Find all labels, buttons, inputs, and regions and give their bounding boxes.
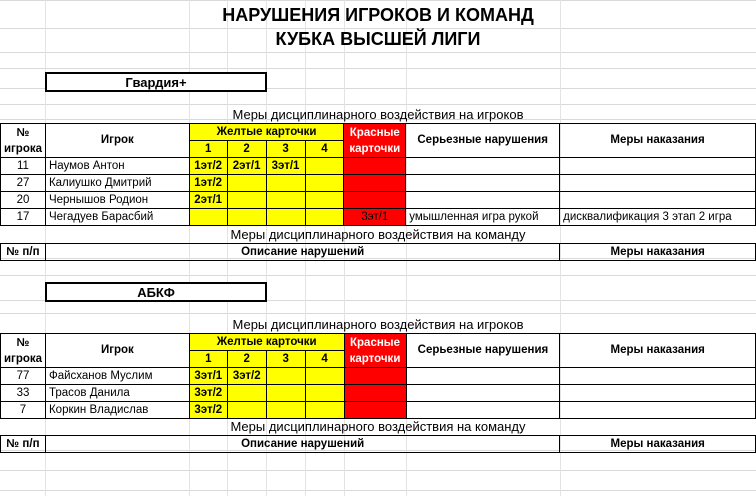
- yellow-card-3: [266, 209, 305, 226]
- yellow-card-4: [305, 402, 344, 419]
- header-yellow-1: 1: [189, 141, 227, 158]
- yellow-card-1: 1эт/2: [189, 175, 227, 192]
- yellow-card-1: 2эт/1: [189, 192, 227, 209]
- red-card: [344, 385, 406, 402]
- yellow-card-4: [305, 209, 344, 226]
- grid-line: [0, 0, 756, 1]
- player-number: 7: [1, 402, 46, 419]
- punishment: [560, 158, 756, 175]
- red-card: [344, 402, 406, 419]
- header-serious-violations: Серьезные нарушения: [406, 124, 560, 158]
- player-violations-table: [0, 123, 756, 226]
- player-number: 11: [1, 158, 46, 175]
- yellow-card-1: 3эт/1: [189, 368, 227, 385]
- header-team-punishment: Меры наказания: [560, 436, 756, 453]
- table-row: [1, 402, 756, 419]
- yellow-card-3: [266, 368, 305, 385]
- header-yellow-2: 2: [227, 141, 266, 158]
- table-row: [1, 175, 756, 192]
- serious-violation: [406, 402, 560, 419]
- punishment: [560, 402, 756, 419]
- serious-violation: умышленная игра рукой: [406, 209, 560, 226]
- yellow-card-4: [305, 158, 344, 175]
- page-title-line-2: КУБКА ВЫСШЕЙ ЛИГИ: [275, 29, 481, 49]
- yellow-card-3: [266, 385, 305, 402]
- serious-violation: [406, 158, 560, 175]
- header-team-punishment: Меры наказания: [560, 244, 756, 261]
- player-number: 17: [1, 209, 46, 226]
- player-number: 20: [1, 192, 46, 209]
- header-yellow-3: 3: [266, 141, 305, 158]
- red-card: [344, 158, 406, 175]
- yellow-card-1: 3эт/2: [189, 385, 227, 402]
- header-punishment: Меры наказания: [560, 124, 756, 158]
- header-yellow-1: 1: [189, 351, 227, 368]
- serious-violation: [406, 368, 560, 385]
- team-violations-table: [0, 435, 756, 453]
- header-punishment: Меры наказания: [560, 334, 756, 368]
- player-name: Калиушко Дмитрий: [45, 175, 189, 192]
- player-name: Коркин Владислав: [45, 402, 189, 419]
- player-name: Наумов Антон: [45, 158, 189, 175]
- grid-line: [0, 470, 756, 471]
- yellow-card-4: [305, 368, 344, 385]
- header-team-number: № п/п: [1, 436, 46, 453]
- yellow-card-2: 3эт/2: [227, 368, 266, 385]
- header-red-cards: Красные карточки: [344, 334, 406, 368]
- yellow-card-3: [266, 175, 305, 192]
- grid-line: [0, 104, 756, 105]
- yellow-card-4: [305, 175, 344, 192]
- header-yellow-cards: Желтые карточки: [189, 124, 344, 141]
- red-card: [344, 175, 406, 192]
- table-row: [1, 192, 756, 209]
- table-row: [1, 158, 756, 175]
- red-card: [344, 368, 406, 385]
- player-number: 33: [1, 385, 46, 402]
- grid-line: [0, 275, 756, 276]
- serious-violation: [406, 192, 560, 209]
- header-yellow-4: 4: [305, 141, 344, 158]
- player-name: Чернышов Родион: [45, 192, 189, 209]
- yellow-card-2: [227, 175, 266, 192]
- player-number: 27: [1, 175, 46, 192]
- header-player: Игрок: [45, 334, 189, 368]
- punishment: [560, 192, 756, 209]
- player-name: Трасов Данила: [45, 385, 189, 402]
- table-row: [1, 385, 756, 402]
- header-yellow-cards: Желтые карточки: [189, 334, 344, 351]
- punishment: [560, 385, 756, 402]
- player-number: 77: [1, 368, 46, 385]
- punishment: [560, 368, 756, 385]
- yellow-card-1: 1эт/2: [189, 158, 227, 175]
- team-measures-caption: Меры дисциплинарного воздействия на команду: [230, 419, 526, 434]
- grid-line: [0, 490, 756, 491]
- header-yellow-2: 2: [227, 351, 266, 368]
- grid-line: [0, 68, 756, 69]
- page-title-line-1: НАРУШЕНИЯ ИГРОКОВ И КОМАНД: [222, 5, 534, 25]
- punishment: дисквалификация 3 этап 2 игра: [560, 209, 756, 226]
- table-row: [1, 209, 756, 226]
- player-measures-caption: Меры дисциплинарного воздействия на игроков: [232, 107, 524, 122]
- team-measures-caption: Меры дисциплинарного воздействия на команду: [230, 227, 526, 242]
- yellow-card-1: [189, 209, 227, 226]
- team-name-box: АБКФ: [45, 282, 267, 302]
- header-team-description: Описание нарушений: [45, 436, 559, 453]
- yellow-card-2: 2эт/1: [227, 158, 266, 175]
- grid-line: [0, 52, 756, 53]
- yellow-card-3: [266, 192, 305, 209]
- header-player-number: № игрока: [1, 334, 46, 368]
- punishment: [560, 175, 756, 192]
- yellow-card-4: [305, 385, 344, 402]
- header-player-number: № игрока: [1, 124, 46, 158]
- serious-violation: [406, 175, 560, 192]
- player-name: Чегадуев Барасбий: [45, 209, 189, 226]
- player-violations-table: [0, 333, 756, 419]
- yellow-card-2: [227, 402, 266, 419]
- team-name-box: Гвардия+: [45, 72, 267, 92]
- yellow-card-2: [227, 192, 266, 209]
- red-card: 3эт/1: [344, 209, 406, 226]
- grid-line: [0, 313, 756, 314]
- header-yellow-4: 4: [305, 351, 344, 368]
- player-measures-caption: Меры дисциплинарного воздействия на игроков: [232, 317, 524, 332]
- serious-violation: [406, 385, 560, 402]
- header-player: Игрок: [45, 124, 189, 158]
- table-row: [1, 368, 756, 385]
- header-yellow-3: 3: [266, 351, 305, 368]
- header-red-cards: Красные карточки: [344, 124, 406, 158]
- yellow-card-3: [266, 402, 305, 419]
- team-violations-table: [0, 243, 756, 261]
- yellow-card-3: 3эт/1: [266, 158, 305, 175]
- yellow-card-2: [227, 209, 266, 226]
- header-team-description: Описание нарушений: [45, 244, 559, 261]
- red-card: [344, 192, 406, 209]
- header-team-number: № п/п: [1, 244, 46, 261]
- yellow-card-4: [305, 192, 344, 209]
- header-serious-violations: Серьезные нарушения: [406, 334, 560, 368]
- player-name: Файсханов Муслим: [45, 368, 189, 385]
- yellow-card-1: 3эт/2: [189, 402, 227, 419]
- yellow-card-2: [227, 385, 266, 402]
